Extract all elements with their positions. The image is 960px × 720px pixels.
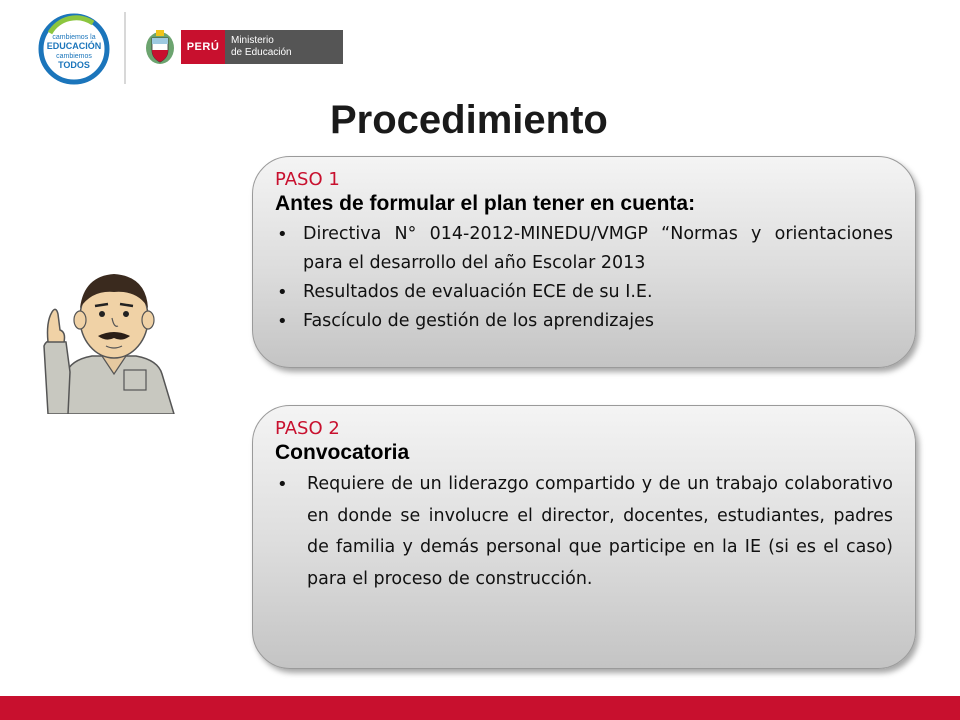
page-title: Procedimiento — [330, 98, 608, 142]
step-2-bullets — [275, 469, 893, 595]
ministry-label — [225, 30, 343, 64]
campaign-logo — [38, 13, 110, 85]
step-1-label: PASO 1 — [275, 169, 340, 190]
step-1-bullet-1: • Directiva N° 014-2012-MINEDU/VMGP “Normas y orientaciones para el desarrollo del año Escolar 2013 — [275, 220, 893, 278]
ministry-line-2: de Educación — [231, 47, 292, 58]
step-2-label: PASO 2 — [275, 418, 340, 439]
campaign-text-2: EDUCACIÓN — [46, 41, 102, 51]
step-1-bullets — [275, 220, 893, 336]
coat-of-arms-icon — [143, 28, 177, 66]
campaign-text-1: cambiemos la — [52, 34, 96, 41]
header-divider — [124, 12, 126, 84]
peru-label: PERÚ — [181, 30, 225, 64]
campaign-text-4: TODOS — [58, 60, 90, 70]
step-1-panel — [252, 156, 916, 368]
footer-bar — [0, 696, 960, 720]
step-2-panel — [252, 405, 916, 669]
ministry-line-1: Ministerio — [231, 35, 274, 46]
step-1-bullet-3: • Fascículo de gestión de los aprendizajes — [275, 307, 893, 336]
step-1-heading: Antes de formular el plan tener en cuenta: — [275, 192, 696, 215]
campaign-text-3: cambiemos — [56, 53, 92, 60]
step-1-bullet-2: • Resultados de evaluación ECE de su I.E. — [275, 278, 893, 307]
teacher-illustration — [40, 262, 180, 414]
step-2-bullet-1: • Requiere de un liderazgo compartido y de un trabajo colaborativo en donde se involucre el director, docentes, estudiantes, padres de familia y demás personal que participe en la IE (si es el caso) para el proceso de construcción. — [275, 469, 893, 595]
step-2-heading: Convocatoria — [275, 441, 410, 464]
